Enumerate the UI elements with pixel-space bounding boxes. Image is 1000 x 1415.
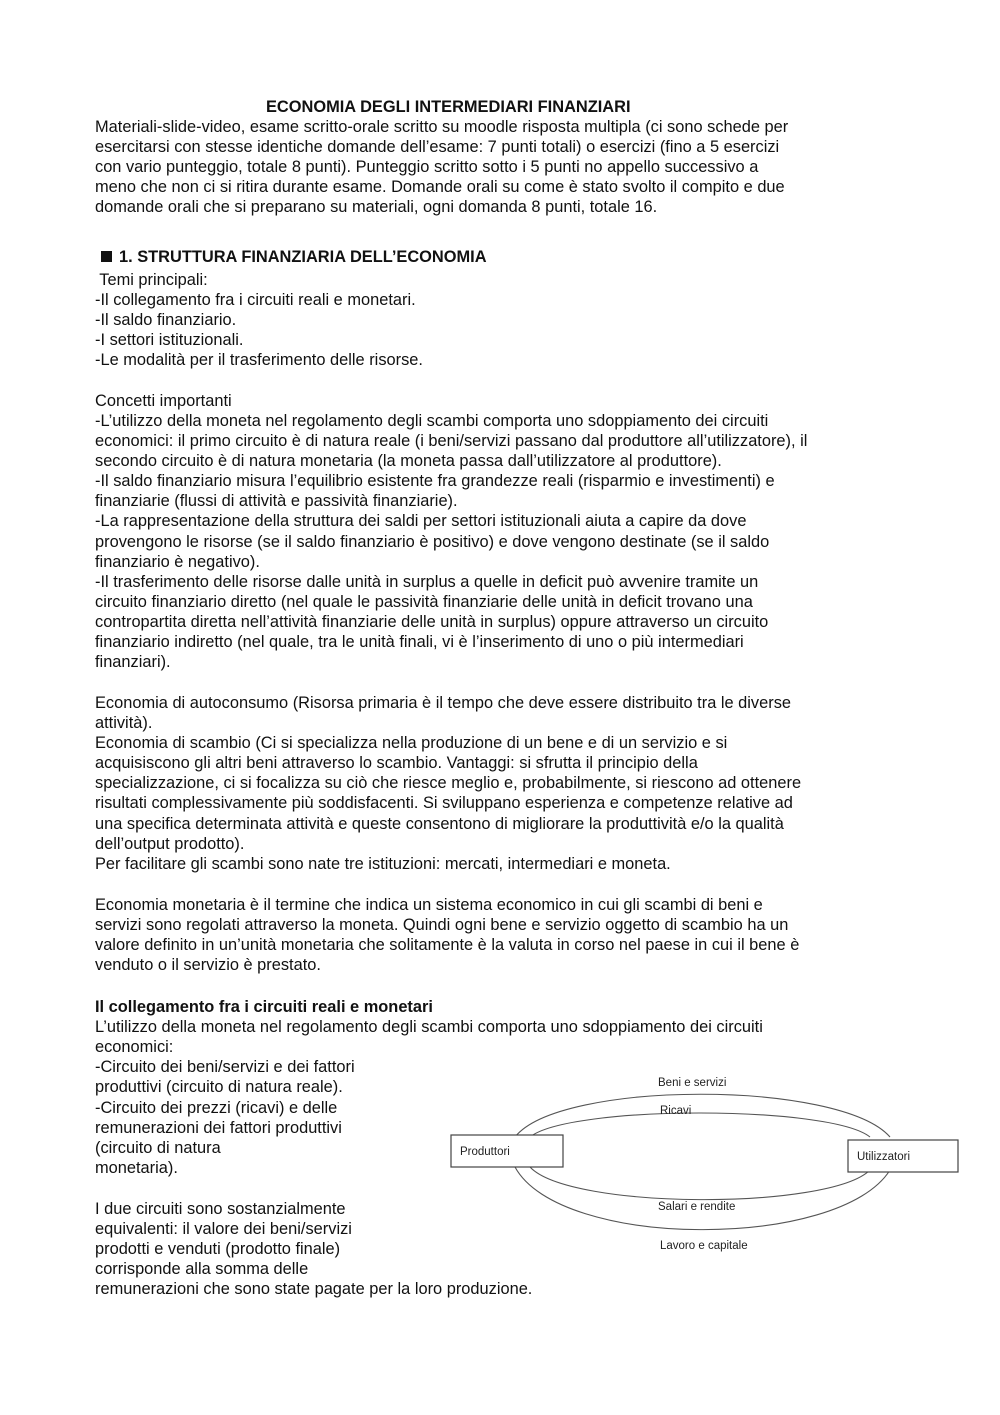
collegamento-line: I due circuiti sono sostanzialmente [95,1200,346,1218]
collegamento-line: remunerazioni che sono state pagate per la loro produzione. [95,1280,533,1298]
economie-line: risultati complessivamente più soddisfacenti. Si sviluppano esperienza e competenze relative ad [95,794,793,812]
concetti-line: finanziarie (flussi di attività e passività finanziarie). [95,492,458,510]
concetti-line: -Il saldo finanziario misura l’equilibrio esistente fra grandezze reali (risparmio e investimenti) e [95,472,775,490]
circuit-arc-lavoro [515,1167,890,1230]
economie-line: attività). [95,714,153,732]
concetti-line: -La rappresentazione della struttura dei saldi per settori istituzionali aiuta a capire da dove [95,512,747,530]
monetaria-line: servizi sono regolati attraverso la moneta. Quindi ogni bene e servizio oggetto di scambio ha un [95,916,789,934]
economie-line: Economia di scambio (Ci si specializza nella produzione di un bene e di un servizio e si [95,734,728,752]
collegamento-heading: Il collegamento fra i circuiti reali e monetari [95,998,433,1016]
section-heading [101,247,487,267]
circuit-arc-beni [515,1094,890,1137]
circuit-arc-salari [530,1167,870,1200]
circuit-arc-ricavi [530,1113,870,1137]
beni-servizi-label: Beni e servizi [658,1077,727,1089]
collegamento-line: equivalenti: il valore dei beni/servizi [95,1220,352,1238]
collegamento-line: monetaria). [95,1159,178,1177]
monetaria-line: Economia monetaria è il termine che indica un sistema economico in cui gli scambi di beni e [95,896,763,914]
collegamento-line: produttivi (circuito di natura reale). [95,1078,343,1096]
collegamento-line: economici: [95,1038,174,1056]
document-title: ECONOMIA DEGLI INTERMEDIARI FINANZIARI [266,98,631,116]
concetti-line: economici: il primo circuito è di natura reale (i beni/servizi passano dal produttore all’utilizzatore), il [95,432,808,450]
concetti-line: secondo circuito è di natura monetaria (la moneta passa dall’utilizzatore al produttore). [95,452,722,470]
section-heading-text: 1. STRUTTURA FINANZIARIA DELL’ECONOMIA [119,248,487,266]
concetti-line: finanziario indiretto (nel quale, tra le unità finali, vi è l’inserimento di uno o più intermediari [95,633,744,651]
concetti-line: circuito finanziario diretto (nel quale le passività finanziarie delle unità in deficit trovano una [95,593,753,611]
collegamento-line: prodotti e venduti (prodotto finale) [95,1240,341,1258]
collegamento-line: L’utilizzo della moneta nel regolamento degli scambi comporta uno sdoppiamento dei circuiti [95,1018,763,1036]
salari-rendite-label: Salari e rendite [658,1201,736,1213]
intro-line: meno che non ci si ritira durante esame. Domande orali su come è stato svolto il compito e due [95,178,785,196]
intro-line: con vario punteggio, totale 8 punti). Punteggio scritto sotto i 5 punti no appello successivo a [95,158,759,176]
monetaria-line: venduto o il servizio è prestato. [95,956,321,974]
square-bullet-icon [101,251,112,262]
concetti-line: contropartita diretta nell’attività finanziarie delle unità in surplus) oppure attraverso un circuito [95,613,769,631]
concetti-line: provengono le risorse (se il saldo finanziario è positivo) e dove vengono destinate (se il saldo [95,533,770,551]
circuit-diagram [440,1060,970,1260]
collegamento-line: corrisponde alla somma delle [95,1260,309,1278]
utilizzatori-label: Utilizzatori [857,1151,911,1163]
lavoro-capitale-label: Lavoro e capitale [660,1240,748,1252]
concetti-line: finanziario è negativo). [95,553,260,571]
intro-line: esercitarsi con stesse identiche domande dell’esame: 7 punti totali) o esercizi (fino a 5 esercizi [95,138,780,156]
collegamento-line: remunerazioni dei fattori produttivi [95,1119,342,1137]
collegamento-line: -Circuito dei prezzi (ricavi) e delle [95,1099,338,1117]
economie-line: una specifica determinata attività e queste consentono di migliorare la produttività e/o la qualità [95,815,784,833]
temi-item: -I settori istituzionali. [95,331,244,349]
concetti-line: finanziari). [95,653,171,671]
economie-line: specializzazione, ci si focalizza su ciò che riesce meglio e, probabilmente, si riescono ad ottenere [95,774,802,792]
monetaria-line: valore definito in un’unità monetaria che solitamente è la valuta in corso nel paese in cui il bene è [95,936,800,954]
concetti-title: Concetti importanti [95,392,232,410]
produttori-label: Produttori [460,1146,510,1158]
temi-item: -Il collegamento fra i circuiti reali e monetari. [95,291,416,309]
concetti-line: -Il trasferimento delle risorse dalle unità in surplus a quelle in deficit può avvenire tramite un [95,573,759,591]
collegamento-line: -Circuito dei beni/servizi e dei fattori [95,1058,355,1076]
concetti-line: -L’utilizzo della moneta nel regolamento degli scambi comporta uno sdoppiamento dei circuiti [95,412,769,430]
economie-line: acquisiscono gli altri beni attraverso lo scambio. Vantaggi: si sfrutta il principio della [95,754,698,772]
intro-line: Materiali-slide-video, esame scritto-orale scritto su moodle risposta multipla (ci sono schede per [95,118,789,136]
ricavi-label: Ricavi [660,1105,692,1117]
temi-item: -Le modalità per il trasferimento delle risorse. [95,351,423,369]
economie-line: Economia di autoconsumo (Risorsa primaria è il tempo che deve essere distribuito tra le diverse [95,694,792,712]
economie-line: Per facilitare gli scambi sono nate tre istituzioni: mercati, intermediari e moneta. [95,855,671,873]
temi-item: -Il saldo finanziario. [95,311,237,329]
economie-line: dell’output prodotto). [95,835,245,853]
intro-line: domande orali che si preparano su materiali, ogni domanda 8 punti, totale 16. [95,198,658,216]
temi-title: Temi principali: [95,271,208,289]
collegamento-line: (circuito di natura [95,1139,221,1157]
